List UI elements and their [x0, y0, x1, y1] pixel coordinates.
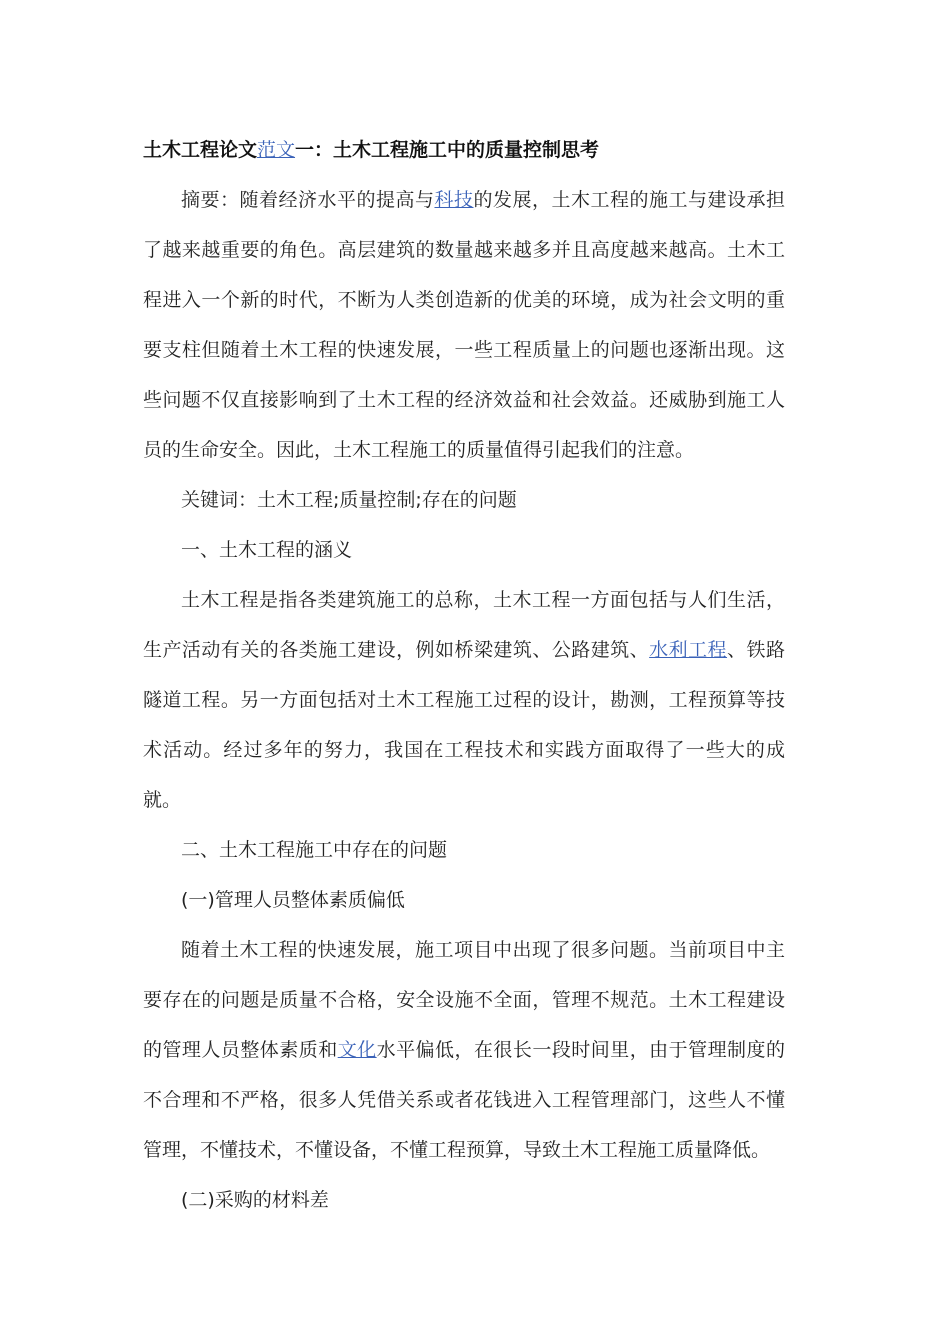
abstract-paragraph	[143, 175, 785, 475]
subsection1-link-wenhua[interactable]: 文化	[337, 1039, 377, 1061]
title-suffix: 一：土木工程施工中的质量控制思考	[295, 139, 600, 161]
subsection1-suffix: 水平偏低，在很长一段时间里，由于管理制度的不合理和不严格，很多人凭借关系或者花钱进入工程管理部门，这些人不懂管理，不懂技术，不懂设备，不懂工程预算，导致土木工程施工质量降低。	[143, 1039, 785, 1161]
section2-heading: 二、土木工程施工中存在的问题	[181, 839, 448, 861]
abstract-suffix: 的发展，土木工程的施工与建设承担了越来越重要的角色。高层建筑的数量越来越多并且高度越来越高。土木工程进入一个新的时代，不断为人类创造新的优美的环境，成为社会文明的重要支柱但随着土木工程的快速发展，一些工程质量上的问题也逐渐出现。这些问题不仅直接影响到了土木工程的经济效益和社会效益。还威胁到施工人员的生命安全。因此，土木工程施工的质量值得引起我们的注意。	[143, 189, 785, 461]
abstract-link-keji[interactable]: 科技	[434, 189, 474, 211]
subsection1-paragraph	[143, 925, 785, 1175]
abstract-prefix: 摘要：随着经济水平的提高与	[181, 189, 435, 211]
section1-heading: 一、土木工程的涵义	[181, 539, 353, 561]
title-prefix: 土木工程论文	[143, 139, 258, 161]
section1-paragraph	[143, 575, 785, 825]
document-body	[143, 125, 785, 1225]
title-link-fanwen[interactable]: 范文	[257, 139, 296, 161]
subsection2-heading: (二)采购的材料差	[181, 1189, 329, 1211]
section1-suffix: 、铁路隧道工程。另一方面包括对土木工程施工过程的设计，勘测，工程预算等技术活动。经过多年的努力，我国在工程技术和实践方面取得了一些大的成就。	[143, 639, 785, 811]
page-title	[143, 125, 785, 175]
subsection1-heading: (一)管理人员整体素质偏低	[181, 889, 405, 911]
section1-link-shuiligongcheng[interactable]: 水利工程	[649, 639, 728, 661]
subsection1-prefix: 随着土木工程的快速发展，施工项目中出现了很多问题。当前项目中主要存在的问题是质量不合格，安全设施不全面，管理不规范。土木工程建设的管理人员整体素质和	[143, 939, 785, 1061]
section1-prefix: 土木工程是指各类建筑施工的总称，土木工程一方面包括与人们生活，生产活动有关的各类施工建设，例如桥梁建筑、公路建筑、	[143, 589, 785, 661]
keywords-line: 关键词：土木工程;质量控制;存在的问题	[181, 489, 517, 511]
